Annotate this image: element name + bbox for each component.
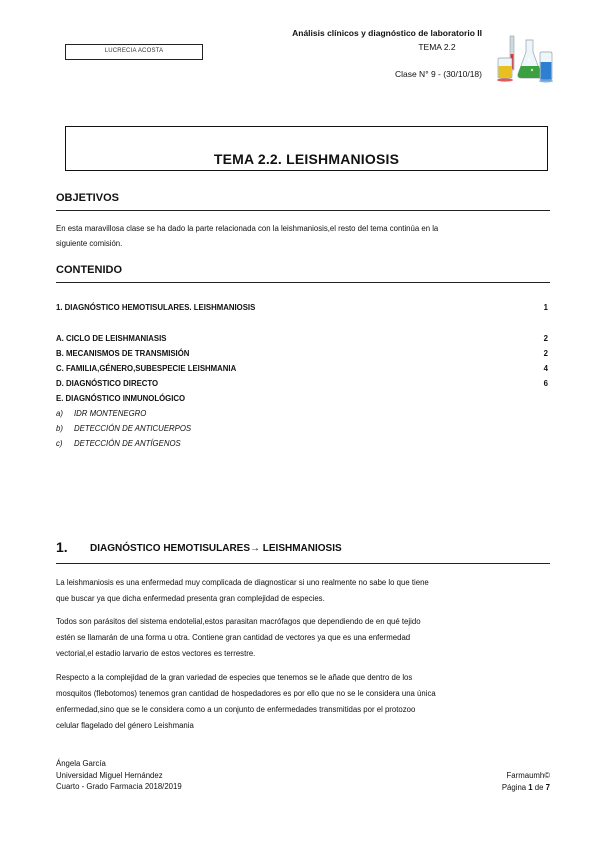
- toc-main-entry[interactable]: [56, 301, 550, 315]
- header-course-title: Análisis clínicos y diagnóstico de laboratorio II: [292, 28, 482, 38]
- toc-label: 1. DIAGNÓSTICO HEMOTISULARES. LEISHMANIOSIS: [56, 303, 256, 312]
- paragraph-1-line-1: La leishmaniosis es una enfermedad muy complicada de diagnosticar si uno realmente no sabe lo que tiene: [56, 578, 429, 587]
- footer-page-indicator: [400, 782, 550, 794]
- objetivos-heading: OBJETIVOS: [56, 192, 119, 204]
- toc-entry-d[interactable]: [56, 377, 550, 391]
- footer-page-total: 7: [545, 782, 550, 792]
- toc-page-number: 4: [543, 364, 548, 373]
- toc-entry-c[interactable]: [56, 362, 550, 376]
- footer-page-sep: de: [532, 782, 546, 792]
- toc-sub-label: IDR MONTENEGRO: [74, 409, 147, 418]
- toc-subentry-a[interactable]: [56, 407, 550, 421]
- contenido-heading: CONTENIDO: [56, 264, 122, 276]
- toc-sub-label: DETECCIÓN DE ANTÍGENOS: [74, 439, 181, 448]
- toc-page-number: 2: [543, 334, 548, 343]
- footer-page-current: 1: [528, 782, 533, 792]
- paragraph-3-line-2: mosquitos (flebotomos) tenemos gran cantidad de hospedadores es por ello que no se le considera una única: [56, 689, 436, 698]
- paragraph-2-line-1: Todos son parásitos del sistema endotelial,estos parasitan macrófagos que dependiendo de en qué tejido: [56, 617, 421, 626]
- toc-page-number: 6: [543, 379, 548, 388]
- objetivos-line-1: En esta maravillosa clase se ha dado la parte relacionada con la leishmaniosis,el resto del tema continúa en la: [56, 224, 439, 233]
- toc-label: A. CICLO DE LEISHMANIASIS: [56, 334, 167, 343]
- footer-left: [56, 758, 316, 793]
- header-clase: Clase N° 9 - (30/10/18): [394, 69, 482, 79]
- objetivos-line-2: siguiente comisión.: [56, 239, 123, 248]
- paragraph-3-line-3: enfermedad,sino que se le considera como a un conjunto de enfermedades transmitidas por el protozoo: [56, 705, 416, 714]
- toc-sub-marker: a): [56, 409, 63, 418]
- title-box: [65, 126, 548, 171]
- toc-label: B. MECANISMOS DE TRANSMISIÓN: [56, 349, 190, 358]
- toc-sub-marker: c): [56, 439, 63, 448]
- paragraph-2-line-2: estén se llamarán de una forma u otra. Contiene gran cantidad de vectores ya que es una enfermedad: [56, 633, 411, 642]
- section-1-number: 1.: [56, 539, 68, 555]
- footer-page-prefix: Página: [501, 782, 529, 792]
- toc-entry-b[interactable]: [56, 347, 550, 361]
- toc-page-number: 1: [543, 303, 548, 312]
- paragraph-1-line-2: que buscar ya que dicha enfermedad presenta gran complejidad de especies.: [56, 594, 325, 603]
- toc-sub-label: DETECCIÓN DE ANTICUERPOS: [74, 424, 192, 433]
- footer-brand: Farmaumh©: [506, 771, 550, 780]
- footer-author: Ángela García: [56, 759, 106, 768]
- contenido-divider: [56, 282, 550, 283]
- toc-label: C. FAMILIA,GÉNERO,SUBESPECIE LEISHMANIA: [56, 364, 237, 373]
- toc-label: E. DIAGNÓSTICO INMUNOLÓGICO: [56, 394, 186, 403]
- footer-course: Cuarto - Grado Farmacia 2018/2019: [56, 782, 182, 791]
- name-box: LUCRECIA ACOSTA: [65, 44, 203, 60]
- paragraph-3-line-4: celular flagelado del género Leishmania: [56, 721, 194, 730]
- objetivos-divider: [56, 210, 550, 211]
- toc-entry-e[interactable]: [56, 392, 550, 406]
- footer-university: Universidad Miguel Hernández: [56, 770, 163, 780]
- footer-right: [400, 770, 550, 793]
- paragraph-2-line-3: vectorial,el estadio larvario de estos vectores es terrestre.: [56, 649, 256, 658]
- header-tema: TEMA 2.2: [418, 42, 456, 52]
- page-title: TEMA 2.2. LEISHMANIOSIS: [213, 151, 400, 167]
- section-1-divider: [56, 563, 550, 564]
- paragraph-3-line-1: Respecto a la complejidad de la gran variedad de especies que tenemos se le añade que dentro de los: [56, 673, 413, 682]
- toc-entry-a[interactable]: [56, 332, 550, 346]
- section-1-heading: DIAGNÓSTICO HEMOTISULARES→ LEISHMANIOSIS: [90, 543, 342, 554]
- toc-sub-marker: b): [56, 424, 63, 433]
- lab-beakers-icon: [496, 34, 554, 84]
- toc-page-number: 2: [543, 349, 548, 358]
- toc-subentry-b[interactable]: [56, 422, 550, 436]
- toc-label: D. DIAGNÓSTICO DIRECTO: [56, 379, 159, 388]
- toc-subentry-c[interactable]: [56, 437, 550, 451]
